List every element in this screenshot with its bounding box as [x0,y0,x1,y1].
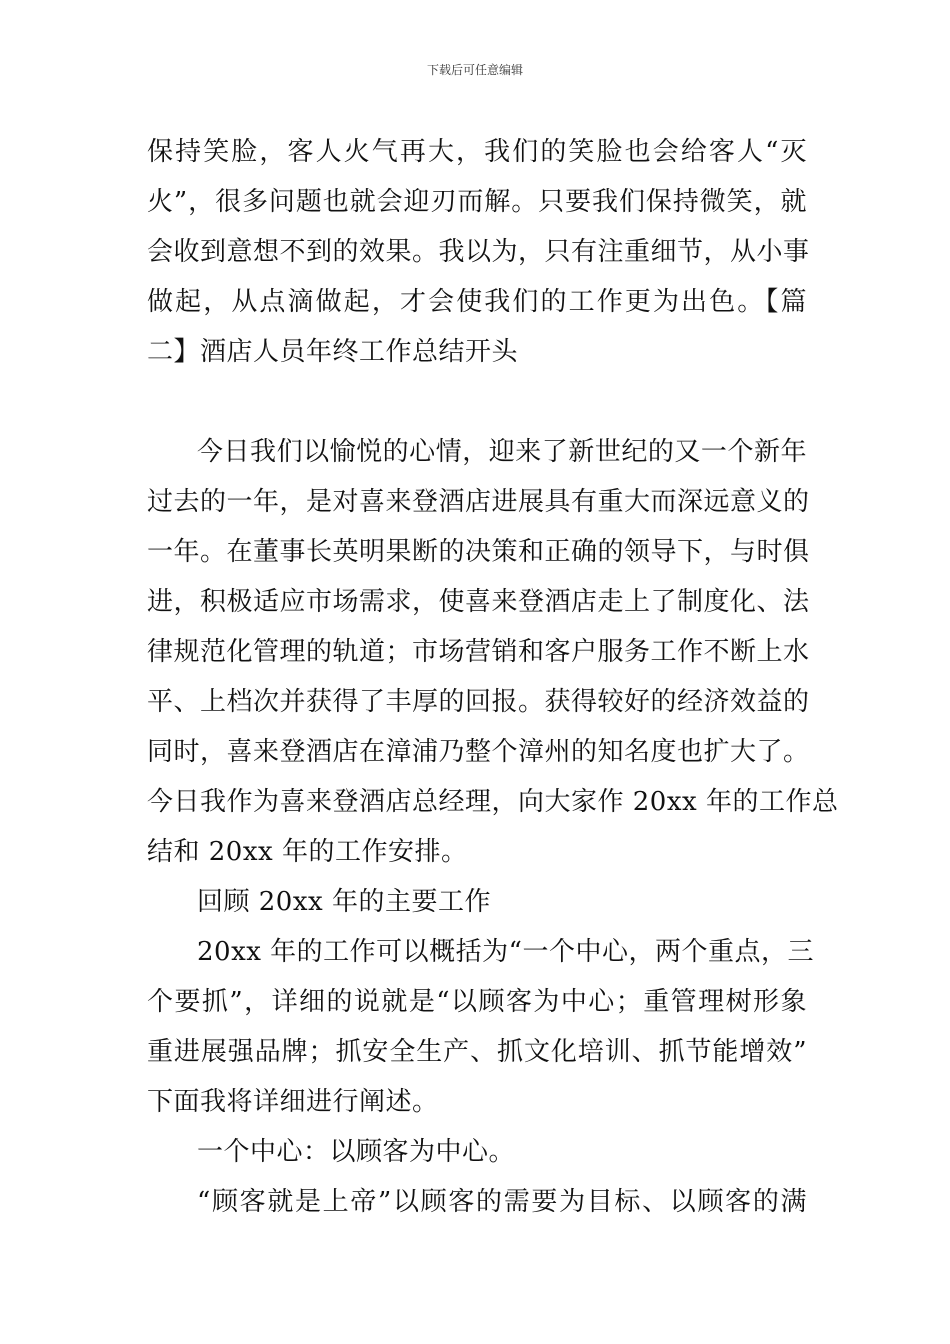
subheading: 回顾 20xx 年的主要工作 [197,887,491,917]
text-line: 今日我作为喜来登酒店总经理，向大家作 20xx 年的工作总 [147,787,839,817]
text-line: 律规范化管理的轨道；市场营销和客户服务工作不断上水 [147,637,810,667]
paragraph-gap [147,377,807,427]
text-line: 保持笑脸，客人火气再大，我们的笑脸也会给客人“灭 [147,137,807,167]
page-header-note: 下载后可任意编辑 [426,63,523,77]
text-line: 过去的一年，是对喜来登酒店进展具有重大而深远意义的 [147,487,810,517]
text-line: 进，积极适应市场需求，使喜来登酒店走上了制度化、法 [147,587,810,617]
text-line: 火”，很多问题也就会迎刃而解。只要我们保持微笑，就 [147,187,807,217]
section-heading: 二】酒店人员年终工作总结开头 [147,337,519,367]
text-line: 结和 20xx 年的工作安排。 [147,837,468,867]
text-line: 下面我将详细进行阐述。 [147,1087,439,1117]
text-line: 一年。在董事长英明果断的决策和正确的领导下，与时俱 [147,537,810,567]
text-line: 重进展强品牌；抓安全生产、抓文化培训、抓节能增效” [147,1037,807,1067]
subheading: 一个中心：以顾客为中心。 [197,1137,516,1167]
text-line: 做起，从点滴做起，才会使我们的工作更为出色。【篇 [147,287,807,317]
document-body [147,127,839,1227]
text-line: 20xx 年的工作可以概括为“一个中心，两个重点，三 [197,937,814,967]
text-line: 同时，喜来登酒店在漳浦乃整个漳州的知名度也扩大了。 [147,737,810,767]
text-line: 今日我们以愉悦的心情，迎来了新世纪的又一个新年 [197,437,807,467]
text-line: “顾客就是上帝”以顾客的需要为目标、以顾客的满 [197,1187,807,1217]
text-line: 个要抓”，详细的说就是“以顾客为中心；重管理树形象 [147,987,807,1017]
text-line: 会收到意想不到的效果。我以为，只有注重细节，从小事 [147,237,810,267]
text-line: 平、上档次并获得了丰厚的回报。获得较好的经济效益的 [147,687,810,717]
